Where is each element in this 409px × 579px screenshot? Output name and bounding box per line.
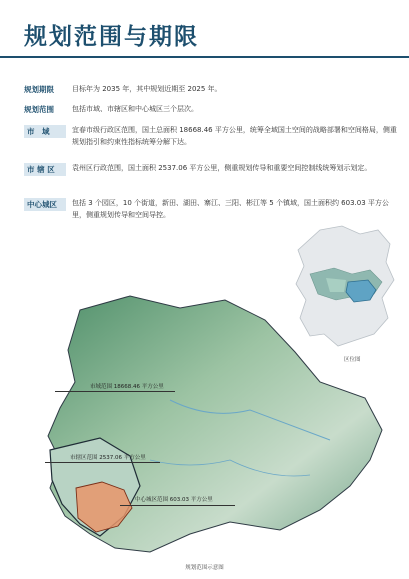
row-text: 宜春市级行政区范围，国土总面积 18668.46 平方公里，统筹全域国土空间的战略部署和空间格局，侧重规划指引和约束性指标统筹分解下达。	[72, 126, 397, 146]
row-text: 包括市域、市辖区和中心城区三个层次。	[72, 105, 198, 113]
callout-leader	[45, 462, 160, 463]
row-text: 袁州区行政范围，国土面积 2537.06 平方公里，侧重规划传导和重要空间控制线统筹划示划定。	[72, 164, 372, 172]
row-label: 规划范围	[24, 105, 54, 114]
row-label: 市 域	[24, 125, 66, 138]
row-label: 规划期限	[24, 85, 54, 94]
planning-scope-map	[20, 290, 390, 560]
row-text: 包括 3 个园区，10 个街道，新田、湖田、寨江、三阳、彬江等 5 个镇域，国土面积约 603.03 平方公里，侧重规划传导和空间导控。	[72, 199, 389, 219]
callout-leader	[55, 391, 175, 392]
row-text: 目标年为 2035 年，其中规划近期至 2025 年。	[72, 85, 222, 93]
title-divider	[0, 56, 409, 58]
callout-leader	[120, 505, 235, 506]
row-label: 市 辖 区	[24, 163, 66, 176]
inset-caption: 区位图	[344, 357, 361, 363]
page-title: 规划范围与期限	[24, 24, 199, 50]
callout-city-area: 市域范围 18668.46 平方公里	[90, 384, 164, 390]
callout-district-area: 市辖区范围 2537.06 平方公里	[70, 455, 146, 461]
callout-center-area: 中心城区范围 603.03 平方公里	[135, 497, 213, 503]
row-label: 中心城区	[24, 198, 66, 211]
map-caption: 规划范围示意图	[185, 565, 224, 571]
